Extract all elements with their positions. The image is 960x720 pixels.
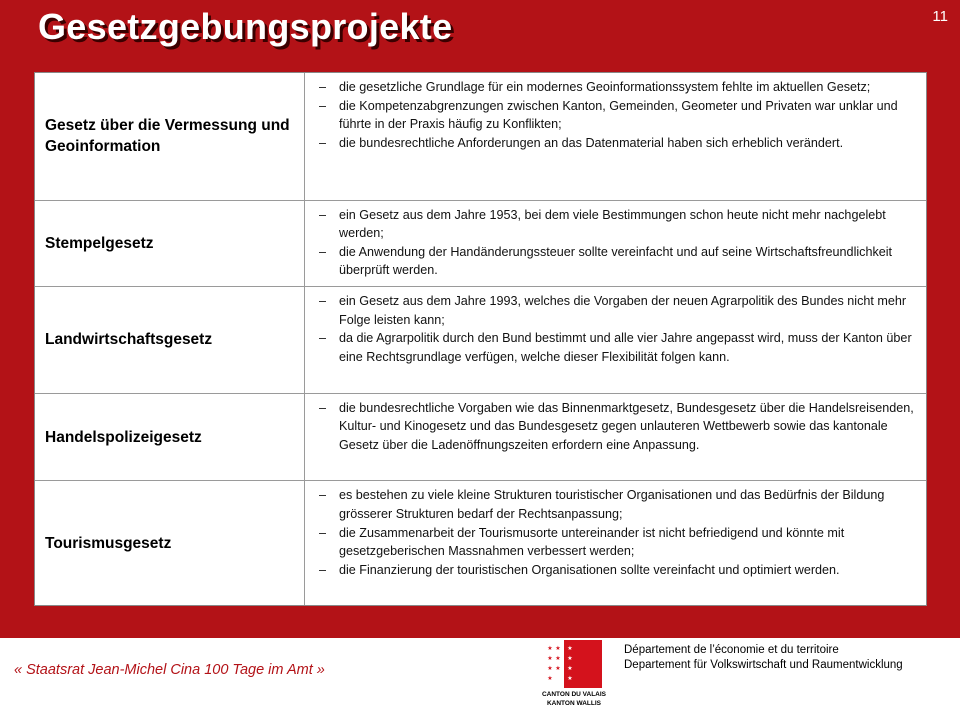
list-item: – die Finanzierung der touristischen Organisationen sollte vereinfacht und optimiert werden. [319, 561, 916, 580]
department-name [624, 643, 903, 673]
list-item: – die gesetzliche Grundlage für ein modernes Geoinformationssystem fehlte im aktuellen Gesetz; [319, 78, 916, 97]
dash-bullet: – [319, 562, 327, 577]
department-name-de: Departement für Volkswirtschaft und Raumentwicklung [624, 659, 903, 671]
law-reasons [305, 481, 926, 605]
law-name: Stempelgesetz [35, 201, 305, 287]
table-row [35, 73, 926, 201]
list-item: – es bestehen zu viele kleine Strukturen touristischer Organisationen und das Bedürfnis der Bildung grösserer Strukturen bedarf der Rechtsanpassung; [319, 486, 916, 523]
law-reasons [305, 394, 926, 481]
list-item: – die Kompetenzabgrenzungen zwischen Kanton, Gemeinden, Geometer und Privaten war unklar und führte in der Praxis häufig zu Konflikten; [319, 97, 916, 134]
list-item: – ein Gesetz aus dem Jahre 1993, welches die Vorgaben der neuen Agrarpolitik des Bundes nicht mehr Folge leisten kann; [319, 292, 916, 329]
svg-text:★: ★ [555, 645, 561, 652]
department-name-fr: Département de l’économie et du territoire [624, 644, 839, 656]
logo-caption: CANTON DU VALAIS KANTON WALLIS [541, 691, 607, 707]
table-row [35, 394, 926, 482]
list-item: – ein Gesetz aus dem Jahre 1953, bei dem viele Bestimmungen schon heute nicht mehr nachgelebt werden; [319, 206, 916, 243]
svg-text:★: ★ [547, 665, 553, 672]
svg-text:★: ★ [547, 675, 553, 682]
law-name: Tourismusgesetz [35, 481, 305, 605]
law-name: Landwirtschaftsgesetz [35, 287, 305, 393]
list-item: – die Zusammenarbeit der Tourismusorte untereinander ist nicht befriedigend und könnte mit gesetzgeberischen Massnahmen verbessert werden; [319, 524, 916, 561]
dash-bullet: – [319, 135, 327, 150]
svg-text:★: ★ [555, 655, 561, 662]
list-item: – die bundesrechtliche Vorgaben wie das Binnenmarktgesetz, Bundesgesetz über die Handelsreisenden, Kultur- und Kinogesetz und das Bundesgesetz gegen unlauteren Wettbewerb sowie das kantonale Gesetz über die Ladenöffnungszeiten erfordern eine Anpassung. [319, 399, 916, 455]
law-reasons [305, 73, 926, 200]
svg-text:★: ★ [555, 665, 561, 672]
table-row [35, 481, 926, 605]
law-name: Gesetz über die Vermessung und Geoinformation [35, 73, 305, 200]
list-item: – die bundesrechtliche Anforderungen an das Datenmaterial haben sich erheblich verändert. [319, 134, 916, 153]
table-row [35, 201, 926, 288]
list-item: – da die Agrarpolitik durch den Bund bestimmt und alle vier Jahre angepasst wird, muss der Kanton über eine Rechtsgrundlage verfügen, welche dieser Flexibilität folgen kann. [319, 329, 916, 366]
svg-text:★: ★ [567, 645, 573, 652]
footer-motto: « Staatsrat Jean-Michel Cina 100 Tage im Amt » [14, 662, 325, 678]
dash-bullet: – [319, 488, 327, 503]
svg-text:★: ★ [567, 655, 573, 662]
page-number: 11 [932, 8, 948, 25]
dash-bullet: – [319, 294, 327, 309]
dash-bullet: – [319, 80, 327, 94]
svg-text:★: ★ [547, 645, 553, 652]
slide-title: Gesetzgebungsprojekte [38, 6, 453, 47]
list-item: – die Anwendung der Handänderungssteuer sollte vereinfacht und auf seine Wirtschaftsfreundlichkeit überprüft werden. [319, 243, 916, 280]
dash-bullet: – [319, 525, 327, 540]
svg-text:★: ★ [567, 665, 573, 672]
dash-bullet: – [319, 98, 327, 113]
law-reasons [305, 287, 926, 393]
dash-bullet: – [319, 207, 327, 222]
table-row [35, 287, 926, 394]
law-reasons [305, 201, 926, 287]
dash-bullet: – [319, 331, 327, 346]
dash-bullet: – [319, 400, 327, 415]
law-name: Handelspolizeigesetz [35, 394, 305, 481]
dash-bullet: – [319, 244, 327, 259]
svg-text:★: ★ [547, 655, 553, 662]
law-projects-table [34, 72, 927, 606]
svg-text:★: ★ [567, 675, 573, 682]
